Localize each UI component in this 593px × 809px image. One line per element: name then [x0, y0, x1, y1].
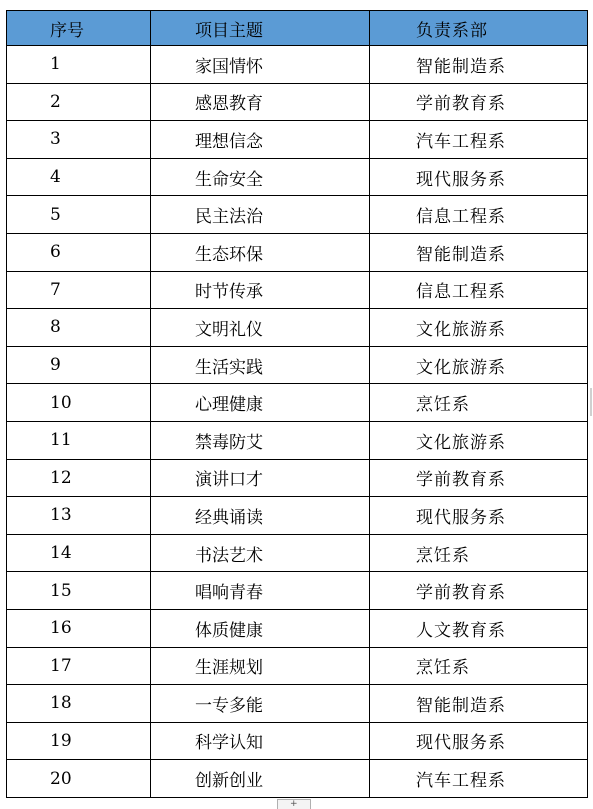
cell-department: 文化旅游系: [370, 421, 588, 459]
cell-department: 现代服务系: [370, 722, 588, 760]
cell-topic: 文明礼仪: [151, 309, 370, 347]
table-body: [7, 46, 588, 798]
cell-number: 3: [7, 121, 151, 159]
cell-topic: 体质健康: [151, 609, 370, 647]
cell-topic: 演讲口才: [151, 459, 370, 497]
header-row: [7, 11, 588, 46]
cell-number: 7: [7, 271, 151, 309]
table-row: [7, 722, 588, 760]
table-row: [7, 83, 588, 121]
cell-department: 现代服务系: [370, 158, 588, 196]
cell-department: 信息工程系: [370, 271, 588, 309]
add-row-button[interactable]: [277, 799, 311, 809]
cell-number: 18: [7, 685, 151, 723]
cell-department: 烹饪系: [370, 534, 588, 572]
table-row: [7, 685, 588, 723]
cell-number: 9: [7, 346, 151, 384]
cell-number: 15: [7, 572, 151, 610]
table-row: [7, 572, 588, 610]
table-header: [7, 11, 588, 46]
cell-number: 4: [7, 158, 151, 196]
cell-number: 8: [7, 309, 151, 347]
cell-department: 学前教育系: [370, 572, 588, 610]
cell-department: 信息工程系: [370, 196, 588, 234]
table-row: [7, 534, 588, 572]
cell-department: 烹饪系: [370, 384, 588, 422]
cell-number: 11: [7, 421, 151, 459]
cell-topic: 创新创业: [151, 760, 370, 798]
cell-topic: 生态环保: [151, 233, 370, 271]
plus-icon: +: [290, 799, 298, 809]
cell-topic: 一专多能: [151, 685, 370, 723]
cell-number: 6: [7, 233, 151, 271]
cell-topic: 生涯规划: [151, 647, 370, 685]
table-row: [7, 158, 588, 196]
cell-department: 智能制造系: [370, 46, 588, 84]
cell-number: 16: [7, 609, 151, 647]
table-row: [7, 196, 588, 234]
cell-topic: 生活实践: [151, 346, 370, 384]
cell-topic: 感恩教育: [151, 83, 370, 121]
table-row: [7, 309, 588, 347]
cell-number: 5: [7, 196, 151, 234]
cell-topic: 民主法治: [151, 196, 370, 234]
cell-topic: 经典诵读: [151, 497, 370, 535]
table-row: [7, 233, 588, 271]
cell-number: 19: [7, 722, 151, 760]
cell-number: 17: [7, 647, 151, 685]
table-row: [7, 609, 588, 647]
cell-number: 14: [7, 534, 151, 572]
cell-topic: 时节传承: [151, 271, 370, 309]
table-row: [7, 346, 588, 384]
cell-topic: 书法艺术: [151, 534, 370, 572]
cell-department: 烹饪系: [370, 647, 588, 685]
cell-topic: 科学认知: [151, 722, 370, 760]
table-row: [7, 647, 588, 685]
cell-topic: 唱响青春: [151, 572, 370, 610]
cell-department: 汽车工程系: [370, 760, 588, 798]
cell-topic: 理想信念: [151, 121, 370, 159]
cell-topic: 禁毒防艾: [151, 421, 370, 459]
cell-number: 10: [7, 384, 151, 422]
cell-topic: 生命安全: [151, 158, 370, 196]
table-row: [7, 271, 588, 309]
cell-department: 文化旅游系: [370, 309, 588, 347]
header-number: 序号: [7, 11, 151, 46]
cell-number: 20: [7, 760, 151, 798]
cell-department: 学前教育系: [370, 83, 588, 121]
project-table: [6, 10, 588, 798]
table-row: [7, 459, 588, 497]
table-row: [7, 760, 588, 798]
cell-topic: 心理健康: [151, 384, 370, 422]
table-row: [7, 421, 588, 459]
cell-department: 人文教育系: [370, 609, 588, 647]
cell-number: 12: [7, 459, 151, 497]
cell-department: 汽车工程系: [370, 121, 588, 159]
table-row: [7, 384, 588, 422]
cell-number: 13: [7, 497, 151, 535]
cell-number: 1: [7, 46, 151, 84]
cell-department: 现代服务系: [370, 497, 588, 535]
cell-department: 文化旅游系: [370, 346, 588, 384]
page-edge-marker: [590, 388, 592, 416]
cell-department: 智能制造系: [370, 685, 588, 723]
table-row: [7, 121, 588, 159]
table-row: [7, 497, 588, 535]
cell-number: 2: [7, 83, 151, 121]
header-topic: 项目主题: [151, 11, 370, 46]
cell-department: 学前教育系: [370, 459, 588, 497]
cell-department: 智能制造系: [370, 233, 588, 271]
header-department: 负责系部: [370, 11, 588, 46]
cell-topic: 家国情怀: [151, 46, 370, 84]
table-row: [7, 46, 588, 84]
